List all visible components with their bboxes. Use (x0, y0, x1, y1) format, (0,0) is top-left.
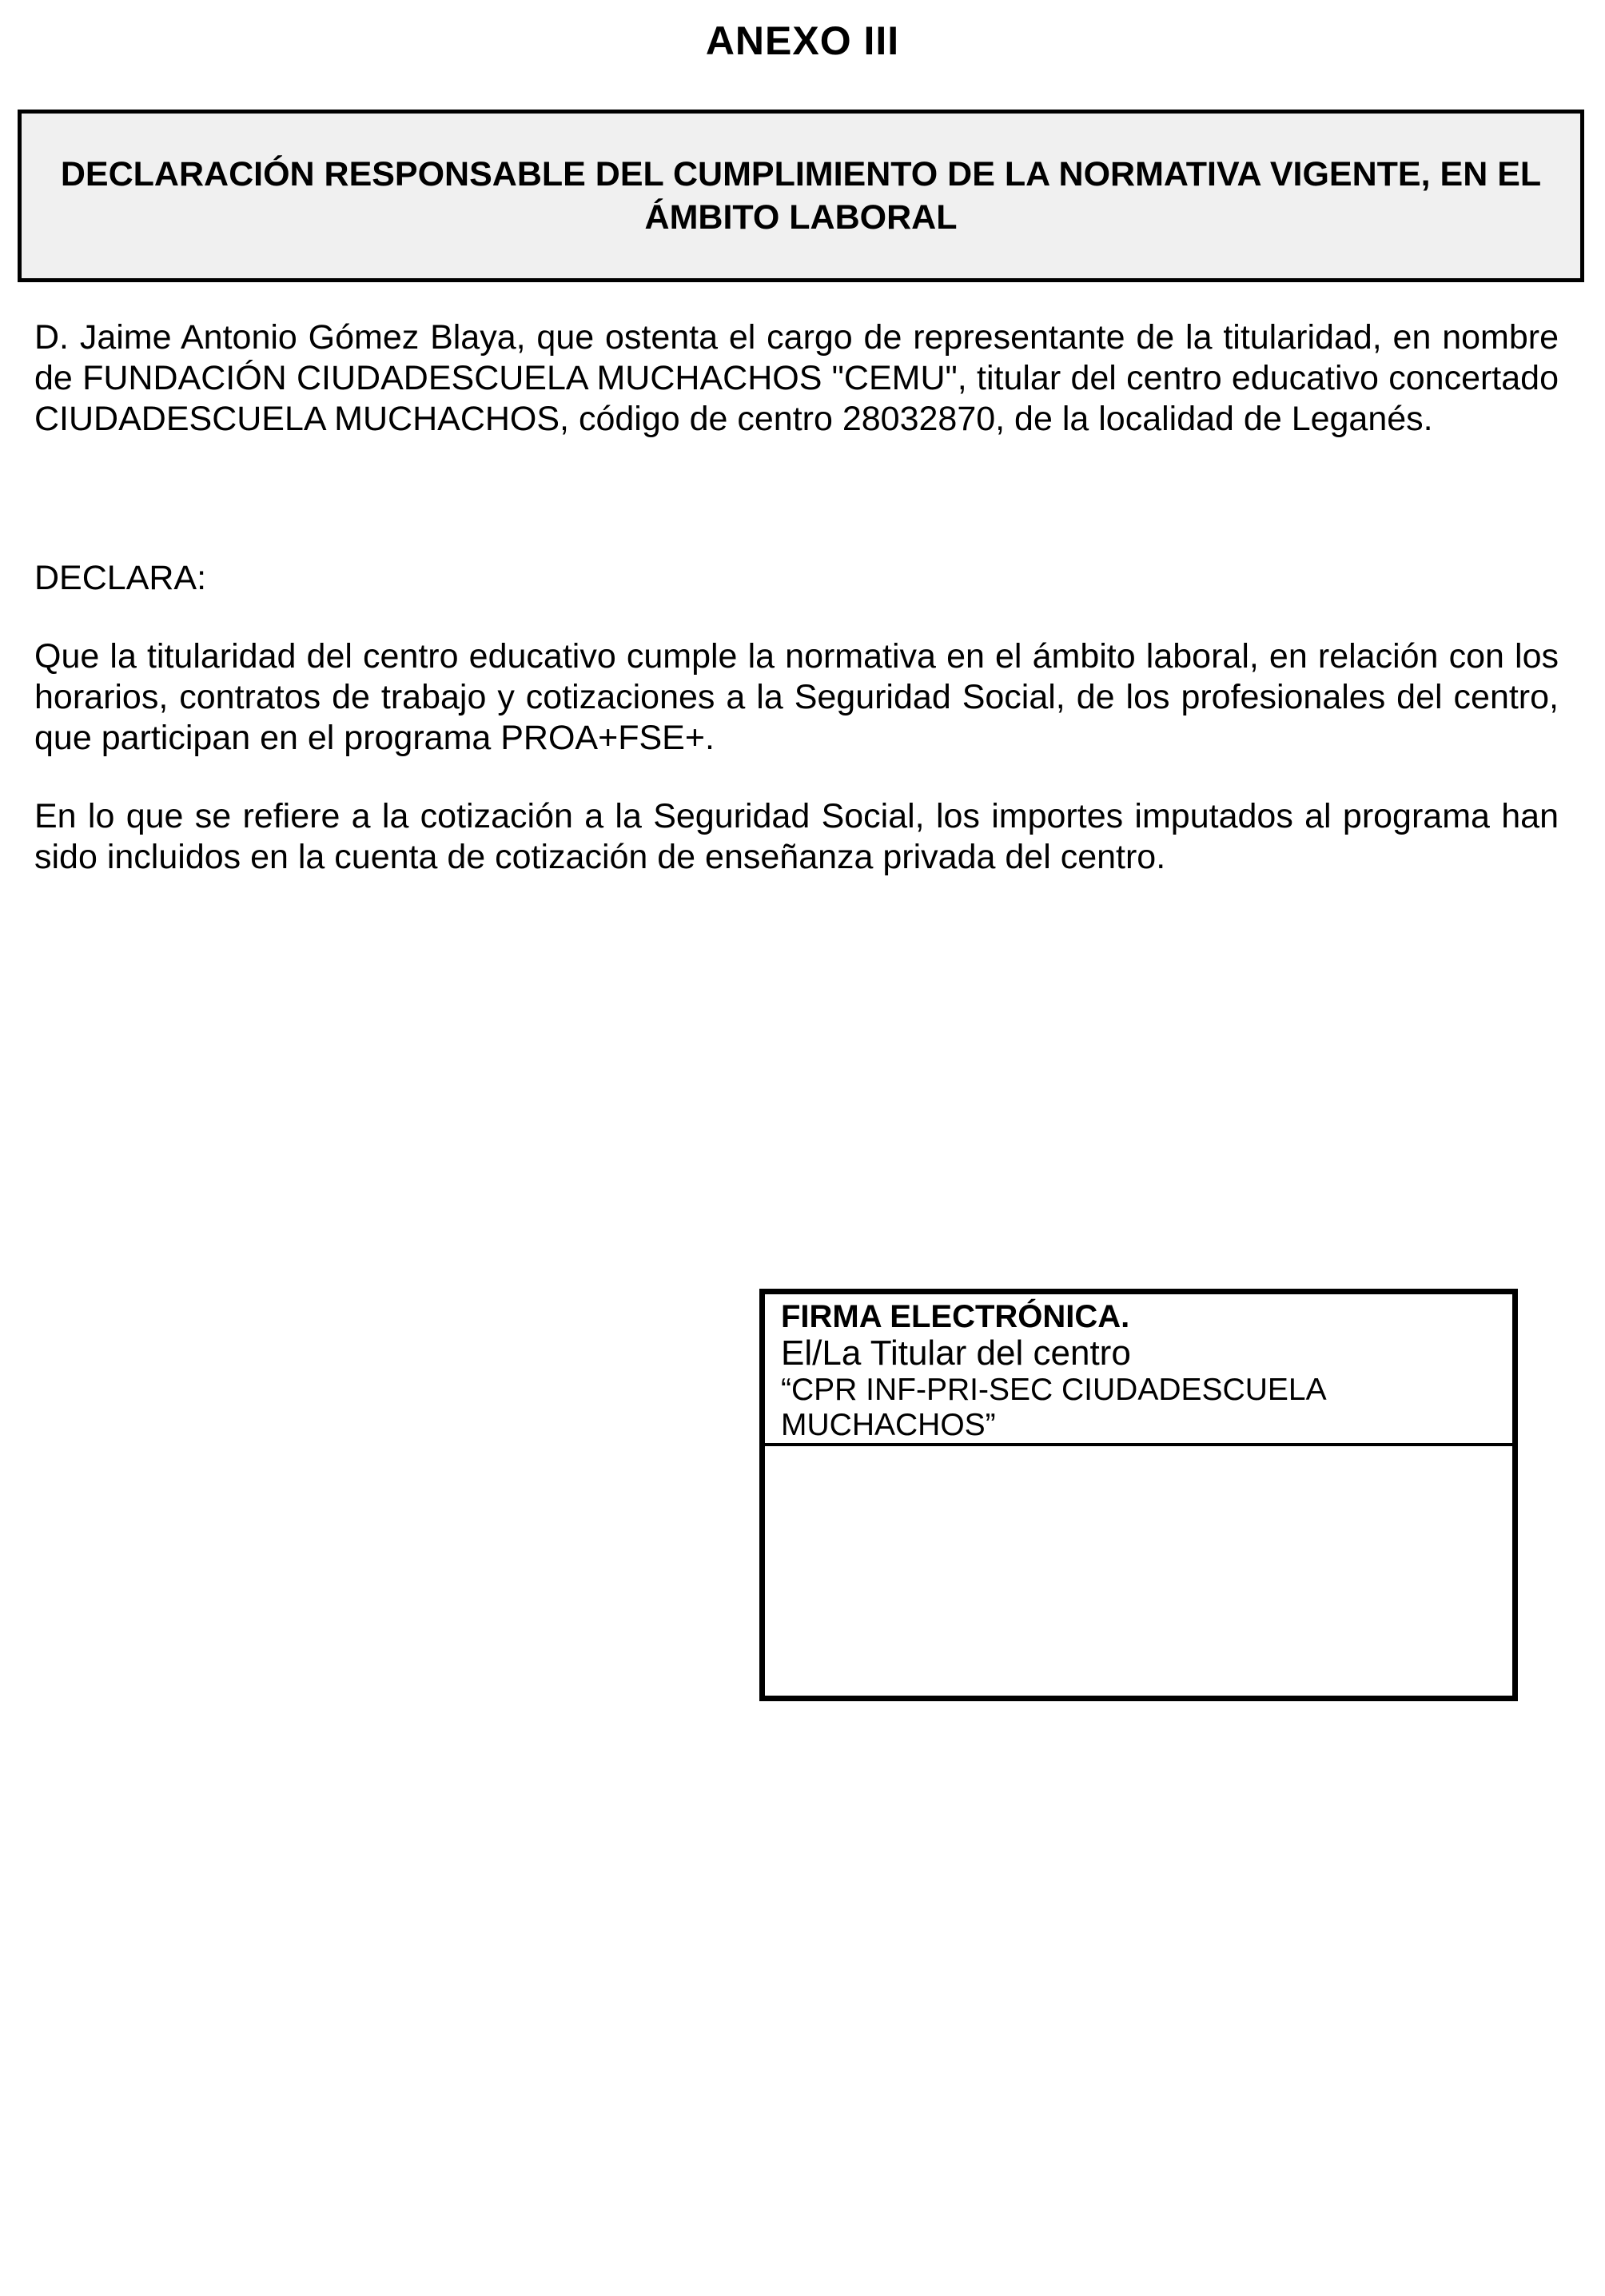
signature-box (759, 1289, 1518, 1701)
signature-empty-area (765, 1446, 1512, 1696)
signature-title: FIRMA ELECTRÓNICA. (781, 1299, 1130, 1334)
header-box (18, 110, 1584, 282)
signature-box-header (765, 1294, 1512, 1446)
intro-paragraph: D. Jaime Antonio Gómez Blaya, que ostenta el cargo de representante de la titularidad, en nombre de FUNDACIÓN CIUDADESCUELA MUCHACHOS "CEMU", titular del centro educativo concertado CIUDADESCUELA MUCHACHOS, código de centro 28032870, de la localidad de Leganés. (34, 318, 1559, 438)
declaration-paragraph-1: Que la titularidad del centro educativo cumple la normativa en el ámbito laboral, en relación con los horarios, contratos de trabajo y cotizaciones a la Seguridad Social, de los profesionales del centro, que participan en el programa PROA+FSE+. (34, 637, 1559, 757)
declaration-paragraph-2: En lo que se refiere a la cotización a la Seguridad Social, los importes imputados al programa han sido incluidos en la cuenta de cotización de enseñanza privada del centro. (34, 797, 1559, 876)
document-title: ANEXO III (705, 18, 900, 63)
signature-signer-role: El/La Titular del centro (781, 1333, 1131, 1373)
header-box-text: DECLARACIÓN RESPONSABLE DEL CUMPLIMIENTO DE LA NORMATIVA VIGENTE, EN EL ÁMBITO LABORAL (60, 155, 1542, 237)
signature-signer-entity: “CPR INF-PRI-SEC CIUDADESCUELA MUCHACHOS” (781, 1373, 1325, 1442)
declara-label: DECLARA: (34, 559, 207, 597)
